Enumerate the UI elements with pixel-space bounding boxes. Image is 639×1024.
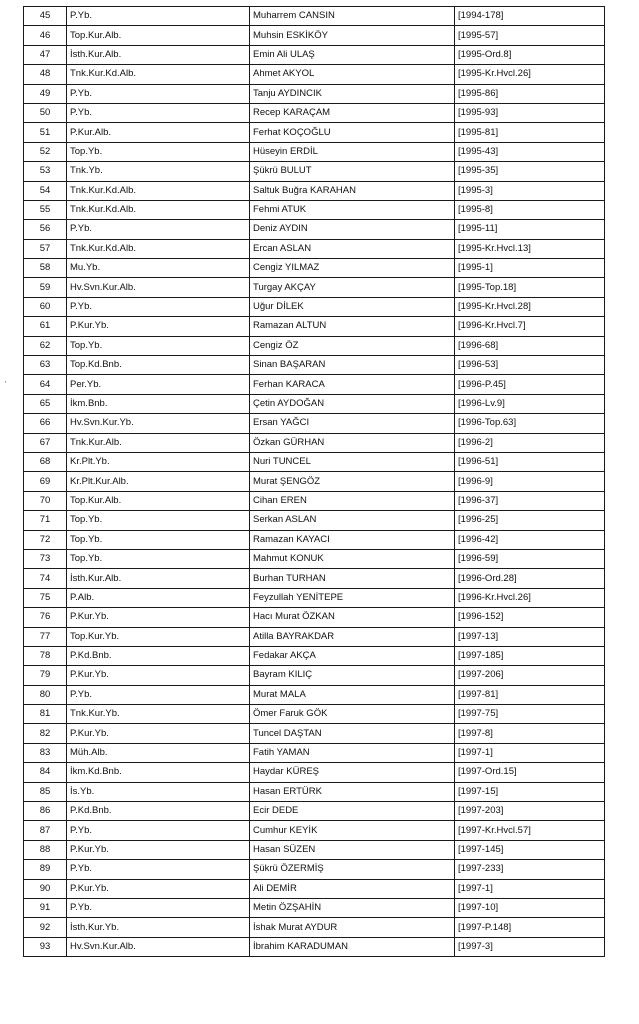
reference-cell: [1996-Lv.9] [455, 394, 605, 413]
row-number-cell: 73 [24, 549, 67, 568]
person-name-cell: Emin Ali ULAŞ [250, 45, 455, 64]
rank-cell: İkm.Bnb. [67, 394, 250, 413]
rank-cell: Hv.Svn.Kur.Yb. [67, 414, 250, 433]
row-number-cell: 64 [24, 375, 67, 394]
row-number-cell: 91 [24, 898, 67, 917]
person-name-cell: Serkan ASLAN [250, 511, 455, 530]
table-row [24, 860, 605, 879]
reference-cell: [1997-Ord.15] [455, 763, 605, 782]
table-row [24, 220, 605, 239]
rank-cell: Top.Yb. [67, 511, 250, 530]
reference-cell: [1996-Kr.Hvcl.26] [455, 588, 605, 607]
row-number-cell: 69 [24, 472, 67, 491]
reference-cell: [1995-81] [455, 123, 605, 142]
rank-cell: P.Yb. [67, 860, 250, 879]
table-row [24, 646, 605, 665]
rank-cell: Müh.Alb. [67, 743, 250, 762]
table-row [24, 297, 605, 316]
table-row [24, 898, 605, 917]
reference-cell: [1997-75] [455, 705, 605, 724]
row-number-cell: 63 [24, 356, 67, 375]
person-name-cell: Murat MALA [250, 685, 455, 704]
rank-cell: P.Yb. [67, 84, 250, 103]
row-number-cell: 67 [24, 433, 67, 452]
reference-cell: [1996-25] [455, 511, 605, 530]
person-name-cell: Muhsin ESKİKÖY [250, 26, 455, 45]
table-row [24, 782, 605, 801]
rank-cell: Kr.Plt.Kur.Alb. [67, 472, 250, 491]
reference-cell: [1997-145] [455, 840, 605, 859]
reference-cell: [1996-9] [455, 472, 605, 491]
reference-cell: [1997-P.148] [455, 918, 605, 937]
person-name-cell: Nuri TUNCEL [250, 452, 455, 471]
person-name-cell: Atilla BAYRAKDAR [250, 627, 455, 646]
person-name-cell: Fedakar AKÇA [250, 646, 455, 665]
row-number-cell: 71 [24, 511, 67, 530]
table-row [24, 511, 605, 530]
table-row [24, 685, 605, 704]
table-row [24, 569, 605, 588]
row-number-cell: 49 [24, 84, 67, 103]
person-name-cell: Mahmut KONUK [250, 549, 455, 568]
row-number-cell: 50 [24, 103, 67, 122]
person-name-cell: Turgay AKÇAY [250, 278, 455, 297]
table-row [24, 200, 605, 219]
person-name-cell: Haydar KÜREŞ [250, 763, 455, 782]
personnel-table [23, 6, 605, 957]
person-name-cell: Tanju AYDINCIK [250, 84, 455, 103]
row-number-cell: 89 [24, 860, 67, 879]
person-name-cell: Ferhat KOÇOĞLU [250, 123, 455, 142]
reference-cell: [1995-93] [455, 103, 605, 122]
rank-cell: Top.Yb. [67, 549, 250, 568]
rank-cell: P.Yb. [67, 685, 250, 704]
reference-cell: [1996-59] [455, 549, 605, 568]
person-name-cell: Uğur DİLEK [250, 297, 455, 316]
table-row [24, 181, 605, 200]
person-name-cell: Sinan BAŞARAN [250, 356, 455, 375]
row-number-cell: 75 [24, 588, 67, 607]
person-name-cell: Fehmi ATUK [250, 200, 455, 219]
person-name-cell: Hacı Murat ÖZKAN [250, 608, 455, 627]
rank-cell: Tnk.Kur.Kd.Alb. [67, 200, 250, 219]
row-number-cell: 57 [24, 239, 67, 258]
row-number-cell: 68 [24, 452, 67, 471]
reference-cell: [1997-206] [455, 666, 605, 685]
person-name-cell: Ersan YAĞCI [250, 414, 455, 433]
table-row [24, 588, 605, 607]
rank-cell: İsth.Kur.Yb. [67, 918, 250, 937]
person-name-cell: Özkan GÜRHAN [250, 433, 455, 452]
rank-cell: P.Yb. [67, 103, 250, 122]
row-number-cell: 62 [24, 336, 67, 355]
rank-cell: P.Kur.Yb. [67, 666, 250, 685]
person-name-cell: Ramazan ALTUN [250, 317, 455, 336]
table-row [24, 433, 605, 452]
table-row [24, 472, 605, 491]
rank-cell: Top.Yb. [67, 336, 250, 355]
reference-cell: [1997-233] [455, 860, 605, 879]
reference-cell: [1995-43] [455, 142, 605, 161]
row-number-cell: 83 [24, 743, 67, 762]
rank-cell: P.Kur.Yb. [67, 608, 250, 627]
table-row [24, 7, 605, 26]
reference-cell: [1996-152] [455, 608, 605, 627]
row-number-cell: 74 [24, 569, 67, 588]
row-number-cell: 88 [24, 840, 67, 859]
person-name-cell: Cihan EREN [250, 491, 455, 510]
rank-cell: P.Kur.Alb. [67, 123, 250, 142]
reference-cell: [1996-37] [455, 491, 605, 510]
person-name-cell: Murat ŞENGÖZ [250, 472, 455, 491]
person-name-cell: İshak Murat AYDUR [250, 918, 455, 937]
row-number-cell: 66 [24, 414, 67, 433]
row-number-cell: 59 [24, 278, 67, 297]
table-row [24, 821, 605, 840]
person-name-cell: Ramazan KAYACI [250, 530, 455, 549]
rank-cell: P.Kur.Yb. [67, 317, 250, 336]
table-row [24, 123, 605, 142]
row-number-cell: 45 [24, 7, 67, 26]
rank-cell: Top.Kur.Yb. [67, 627, 250, 646]
table-row [24, 918, 605, 937]
row-number-cell: 87 [24, 821, 67, 840]
rank-cell: P.Kd.Bnb. [67, 802, 250, 821]
reference-cell: [1996-68] [455, 336, 605, 355]
table-row [24, 259, 605, 278]
reference-cell: [1997-Kr.Hvcl.57] [455, 821, 605, 840]
margin-mark: ' [5, 380, 7, 389]
reference-cell: [1995-11] [455, 220, 605, 239]
table-row [24, 336, 605, 355]
row-number-cell: 60 [24, 297, 67, 316]
row-number-cell: 86 [24, 802, 67, 821]
table-row [24, 608, 605, 627]
person-name-cell: Muharrem CANSIN [250, 7, 455, 26]
reference-cell: [1997-185] [455, 646, 605, 665]
reference-cell: [1997-203] [455, 802, 605, 821]
rank-cell: İkm.Kd.Bnb. [67, 763, 250, 782]
person-name-cell: Hüseyin ERDİL [250, 142, 455, 161]
person-name-cell: Şükrü BULUT [250, 162, 455, 181]
rank-cell: Hv.Svn.Kur.Alb. [67, 278, 250, 297]
row-number-cell: 56 [24, 220, 67, 239]
rank-cell: P.Kd.Bnb. [67, 646, 250, 665]
reference-cell: [1996-53] [455, 356, 605, 375]
row-number-cell: 78 [24, 646, 67, 665]
person-name-cell: Çetin AYDOĞAN [250, 394, 455, 413]
row-number-cell: 81 [24, 705, 67, 724]
reference-cell: [1994-178] [455, 7, 605, 26]
person-name-cell: Recep KARAÇAM [250, 103, 455, 122]
row-number-cell: 77 [24, 627, 67, 646]
person-name-cell: Hasan ERTÜRK [250, 782, 455, 801]
row-number-cell: 82 [24, 724, 67, 743]
row-number-cell: 72 [24, 530, 67, 549]
row-number-cell: 53 [24, 162, 67, 181]
reference-cell: [1996-51] [455, 452, 605, 471]
table-row [24, 491, 605, 510]
row-number-cell: 52 [24, 142, 67, 161]
table-row [24, 375, 605, 394]
row-number-cell: 93 [24, 937, 67, 956]
person-name-cell: Cumhur KEYİK [250, 821, 455, 840]
reference-cell: [1995-1] [455, 259, 605, 278]
rank-cell: Tnk.Kur.Kd.Alb. [67, 65, 250, 84]
table-row [24, 937, 605, 956]
reference-cell: [1997-13] [455, 627, 605, 646]
rank-cell: Tnk.Kur.Alb. [67, 433, 250, 452]
reference-cell: [1996-Kr.Hvcl.7] [455, 317, 605, 336]
table-row [24, 65, 605, 84]
reference-cell: [1996-P.45] [455, 375, 605, 394]
rank-cell: İsth.Kur.Alb. [67, 569, 250, 588]
table-row [24, 45, 605, 64]
table-row [24, 743, 605, 762]
person-name-cell: Bayram KILIÇ [250, 666, 455, 685]
rank-cell: P.Kur.Yb. [67, 879, 250, 898]
reference-cell: [1996-Ord.28] [455, 569, 605, 588]
person-name-cell: Ahmet AKYOL [250, 65, 455, 84]
rank-cell: Tnk.Kur.Yb. [67, 705, 250, 724]
person-name-cell: Burhan TURHAN [250, 569, 455, 588]
reference-cell: [1997-15] [455, 782, 605, 801]
table-row [24, 317, 605, 336]
person-name-cell: Tuncel DAŞTAN [250, 724, 455, 743]
reference-cell: [1995-Kr.Hvcl.26] [455, 65, 605, 84]
table-row [24, 666, 605, 685]
reference-cell: [1995-Ord.8] [455, 45, 605, 64]
rank-cell: P.Alb. [67, 588, 250, 607]
row-number-cell: 58 [24, 259, 67, 278]
table-row [24, 356, 605, 375]
person-name-cell: Fatih YAMAN [250, 743, 455, 762]
rank-cell: Top.Kd.Bnb. [67, 356, 250, 375]
reference-cell: [1995-Kr.Hvcl.13] [455, 239, 605, 258]
rank-cell: Top.Yb. [67, 142, 250, 161]
table-row [24, 802, 605, 821]
row-number-cell: 80 [24, 685, 67, 704]
person-name-cell: Feyzullah YENİTEPE [250, 588, 455, 607]
rank-cell: P.Yb. [67, 898, 250, 917]
rank-cell: Top.Yb. [67, 530, 250, 549]
table-row [24, 239, 605, 258]
table-row [24, 414, 605, 433]
reference-cell: [1995-86] [455, 84, 605, 103]
table-row [24, 840, 605, 859]
person-name-cell: Hasan SÜZEN [250, 840, 455, 859]
row-number-cell: 79 [24, 666, 67, 685]
person-name-cell: Cengiz YILMAZ [250, 259, 455, 278]
table-row [24, 763, 605, 782]
person-name-cell: Ömer Faruk GÖK [250, 705, 455, 724]
row-number-cell: 47 [24, 45, 67, 64]
row-number-cell: 92 [24, 918, 67, 937]
rank-cell: İs.Yb. [67, 782, 250, 801]
table-row [24, 162, 605, 181]
reference-cell: [1997-3] [455, 937, 605, 956]
person-name-cell: İbrahim KARADUMAN [250, 937, 455, 956]
rank-cell: P.Kur.Yb. [67, 840, 250, 859]
rank-cell: Top.Kur.Alb. [67, 491, 250, 510]
person-name-cell: Ercan ASLAN [250, 239, 455, 258]
reference-cell: [1997-1] [455, 879, 605, 898]
person-name-cell: Ecir DEDE [250, 802, 455, 821]
person-name-cell: Deniz AYDIN [250, 220, 455, 239]
table-row [24, 530, 605, 549]
rank-cell: Top.Kur.Alb. [67, 26, 250, 45]
row-number-cell: 48 [24, 65, 67, 84]
table-row [24, 549, 605, 568]
reference-cell: [1995-35] [455, 162, 605, 181]
row-number-cell: 54 [24, 181, 67, 200]
table-row [24, 84, 605, 103]
rank-cell: Tnk.Yb. [67, 162, 250, 181]
reference-cell: [1995-57] [455, 26, 605, 45]
reference-cell: [1995-3] [455, 181, 605, 200]
row-number-cell: 65 [24, 394, 67, 413]
reference-cell: [1995-8] [455, 200, 605, 219]
table-row [24, 394, 605, 413]
table-row [24, 627, 605, 646]
reference-cell: [1997-8] [455, 724, 605, 743]
reference-cell: [1997-1] [455, 743, 605, 762]
rank-cell: Mu.Yb. [67, 259, 250, 278]
table-row [24, 278, 605, 297]
rank-cell: Kr.Plt.Yb. [67, 452, 250, 471]
rank-cell: P.Kur.Yb. [67, 724, 250, 743]
table-row [24, 26, 605, 45]
row-number-cell: 84 [24, 763, 67, 782]
reference-cell: [1997-10] [455, 898, 605, 917]
rank-cell: Hv.Svn.Kur.Alb. [67, 937, 250, 956]
row-number-cell: 76 [24, 608, 67, 627]
reference-cell: [1997-81] [455, 685, 605, 704]
rank-cell: İsth.Kur.Alb. [67, 45, 250, 64]
person-name-cell: Saltuk Buğra KARAHAN [250, 181, 455, 200]
rank-cell: P.Yb. [67, 220, 250, 239]
row-number-cell: 51 [24, 123, 67, 142]
personnel-table-body [24, 7, 605, 957]
person-name-cell: Ali DEMİR [250, 879, 455, 898]
reference-cell: [1996-2] [455, 433, 605, 452]
reference-cell: [1996-42] [455, 530, 605, 549]
row-number-cell: 61 [24, 317, 67, 336]
row-number-cell: 85 [24, 782, 67, 801]
rank-cell: P.Yb. [67, 297, 250, 316]
row-number-cell: 70 [24, 491, 67, 510]
reference-cell: [1995-Top.18] [455, 278, 605, 297]
reference-cell: [1996-Top.63] [455, 414, 605, 433]
row-number-cell: 55 [24, 200, 67, 219]
rank-cell: Tnk.Kur.Kd.Alb. [67, 239, 250, 258]
rank-cell: P.Yb. [67, 7, 250, 26]
row-number-cell: 90 [24, 879, 67, 898]
table-row [24, 452, 605, 471]
rank-cell: P.Yb. [67, 821, 250, 840]
person-name-cell: Cengiz ÖZ [250, 336, 455, 355]
rank-cell: Per.Yb. [67, 375, 250, 394]
row-number-cell: 46 [24, 26, 67, 45]
table-row [24, 103, 605, 122]
person-name-cell: Şükrü ÖZERMİŞ [250, 860, 455, 879]
table-row [24, 724, 605, 743]
table-row [24, 879, 605, 898]
person-name-cell: Metin ÖZŞAHİN [250, 898, 455, 917]
person-name-cell: Ferhan KARACA [250, 375, 455, 394]
rank-cell: Tnk.Kur.Kd.Alb. [67, 181, 250, 200]
reference-cell: [1995-Kr.Hvcl.28] [455, 297, 605, 316]
table-row [24, 142, 605, 161]
table-row [24, 705, 605, 724]
